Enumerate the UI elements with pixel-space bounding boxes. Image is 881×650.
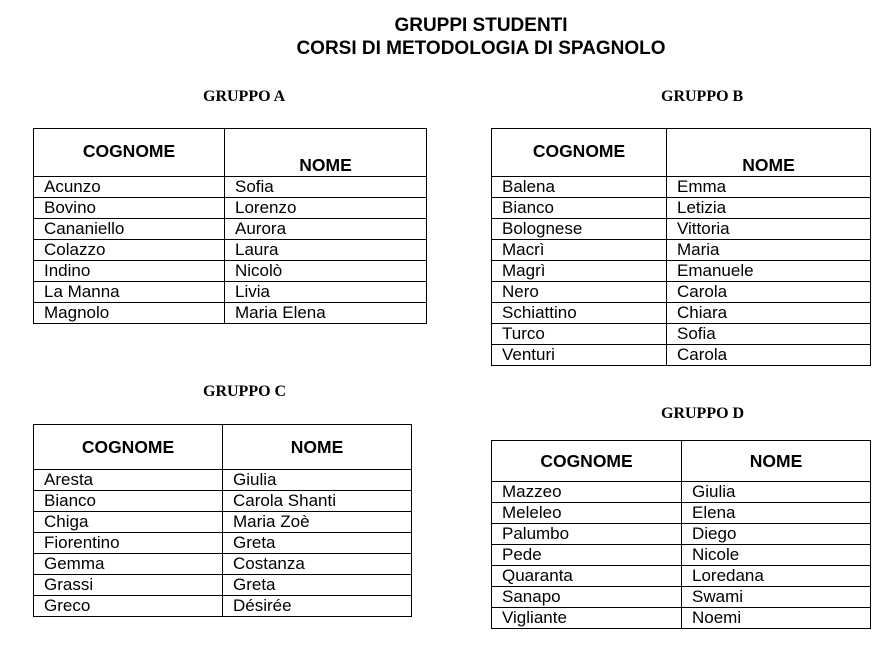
cell-nome: Maria — [667, 240, 871, 261]
cell-cognome: Vigliante — [492, 608, 682, 629]
table-row — [492, 524, 871, 545]
table-row — [34, 533, 412, 554]
cell-nome: Noemi — [682, 608, 871, 629]
cell-nome: Emanuele — [667, 261, 871, 282]
table-row — [34, 261, 427, 282]
header-cognome: COGNOME — [34, 129, 225, 177]
header-cognome: COGNOME — [492, 441, 682, 482]
cell-cognome: Mazzeo — [492, 482, 682, 503]
cell-cognome: Indino — [34, 261, 225, 282]
table-row — [492, 587, 871, 608]
cell-cognome: Bianco — [34, 491, 223, 512]
table-row — [492, 177, 871, 198]
table-row — [34, 303, 427, 324]
cell-nome: Laura — [225, 240, 427, 261]
table-row — [492, 545, 871, 566]
title-line-1: GRUPPI STUDENTI — [394, 15, 568, 36]
table-row — [34, 512, 412, 533]
group-b-table — [491, 128, 871, 366]
table-header-row — [492, 129, 871, 177]
cell-cognome: Gemma — [34, 554, 223, 575]
cell-nome: Sofia — [667, 324, 871, 345]
cell-cognome: Sanapo — [492, 587, 682, 608]
cell-nome: Swami — [682, 587, 871, 608]
cell-cognome: Magrì — [492, 261, 667, 282]
cell-cognome: Schiattino — [492, 303, 667, 324]
cell-cognome: Greco — [34, 596, 223, 617]
cell-nome: Nicolò — [225, 261, 427, 282]
cell-nome: Emma — [667, 177, 871, 198]
table-row — [492, 282, 871, 303]
table-row — [34, 240, 427, 261]
table-row — [34, 575, 412, 596]
cell-nome: Désirée — [223, 596, 412, 617]
cell-nome: Aurora — [225, 219, 427, 240]
cell-cognome: Macrì — [492, 240, 667, 261]
group-a-title: GRUPPO A — [203, 88, 286, 105]
cell-cognome: Balena — [492, 177, 667, 198]
document-title — [0, 14, 881, 60]
table-row — [492, 345, 871, 366]
cell-cognome: Bovino — [34, 198, 225, 219]
header-nome: NOME — [225, 129, 427, 177]
table-header-row — [492, 441, 871, 482]
group-c-table — [33, 424, 412, 617]
table-row — [34, 282, 427, 303]
table-row — [492, 198, 871, 219]
table-row — [492, 261, 871, 282]
cell-nome: Letizia — [667, 198, 871, 219]
cell-cognome: Meleleo — [492, 503, 682, 524]
cell-nome: Carola — [667, 282, 871, 303]
cell-cognome: Quaranta — [492, 566, 682, 587]
table-header-row — [34, 129, 427, 177]
table-row — [34, 554, 412, 575]
table-row — [492, 324, 871, 345]
header-nome: NOME — [682, 441, 871, 482]
cell-nome: Elena — [682, 503, 871, 524]
cell-nome: Carola Shanti — [223, 491, 412, 512]
cell-cognome: Bolognese — [492, 219, 667, 240]
cell-nome: Livia — [225, 282, 427, 303]
cell-cognome: Pede — [492, 545, 682, 566]
cell-cognome: Cananiello — [34, 219, 225, 240]
cell-cognome: Bianco — [492, 198, 667, 219]
cell-cognome: Turco — [492, 324, 667, 345]
table-row — [34, 470, 412, 491]
table-row — [492, 240, 871, 261]
cell-cognome: Magnolo — [34, 303, 225, 324]
cell-nome: Carola — [667, 345, 871, 366]
group-b-title: GRUPPO B — [661, 88, 744, 105]
cell-nome: Giulia — [223, 470, 412, 491]
cell-nome: Sofia — [225, 177, 427, 198]
table-row — [34, 177, 427, 198]
cell-nome: Maria Elena — [225, 303, 427, 324]
cell-nome: Costanza — [223, 554, 412, 575]
cell-nome: Greta — [223, 533, 412, 554]
cell-nome: Diego — [682, 524, 871, 545]
group-d-title: GRUPPO D — [661, 405, 745, 422]
cell-cognome: Nero — [492, 282, 667, 303]
header-cognome: COGNOME — [492, 129, 667, 177]
cell-nome: Greta — [223, 575, 412, 596]
cell-cognome: Colazzo — [34, 240, 225, 261]
table-row — [34, 198, 427, 219]
title-line-2: CORSI DI METODOLOGIA DI SPAGNOLO — [296, 38, 666, 59]
header-nome: NOME — [667, 129, 871, 177]
cell-cognome: Acunzo — [34, 177, 225, 198]
table-row — [34, 219, 427, 240]
table-row — [34, 491, 412, 512]
cell-cognome: Venturi — [492, 345, 667, 366]
cell-cognome: Palumbo — [492, 524, 682, 545]
group-d-table — [491, 440, 871, 629]
table-row — [34, 596, 412, 617]
table-row — [492, 503, 871, 524]
cell-nome: Loredana — [682, 566, 871, 587]
table-row — [492, 219, 871, 240]
cell-cognome: Aresta — [34, 470, 223, 491]
table-header-row — [34, 425, 412, 470]
cell-cognome: La Manna — [34, 282, 225, 303]
header-cognome: COGNOME — [34, 425, 223, 470]
cell-cognome: Grassi — [34, 575, 223, 596]
table-row — [492, 608, 871, 629]
cell-nome: Maria Zoè — [223, 512, 412, 533]
cell-cognome: Fiorentino — [34, 533, 223, 554]
cell-nome: Vittoria — [667, 219, 871, 240]
cell-nome: Nicole — [682, 545, 871, 566]
group-a-table — [33, 128, 427, 324]
table-row — [492, 566, 871, 587]
group-c-title: GRUPPO C — [203, 383, 287, 400]
cell-nome: Chiara — [667, 303, 871, 324]
cell-cognome: Chiga — [34, 512, 223, 533]
cell-nome: Giulia — [682, 482, 871, 503]
header-nome: NOME — [223, 425, 412, 470]
table-row — [492, 482, 871, 503]
table-row — [492, 303, 871, 324]
cell-nome: Lorenzo — [225, 198, 427, 219]
